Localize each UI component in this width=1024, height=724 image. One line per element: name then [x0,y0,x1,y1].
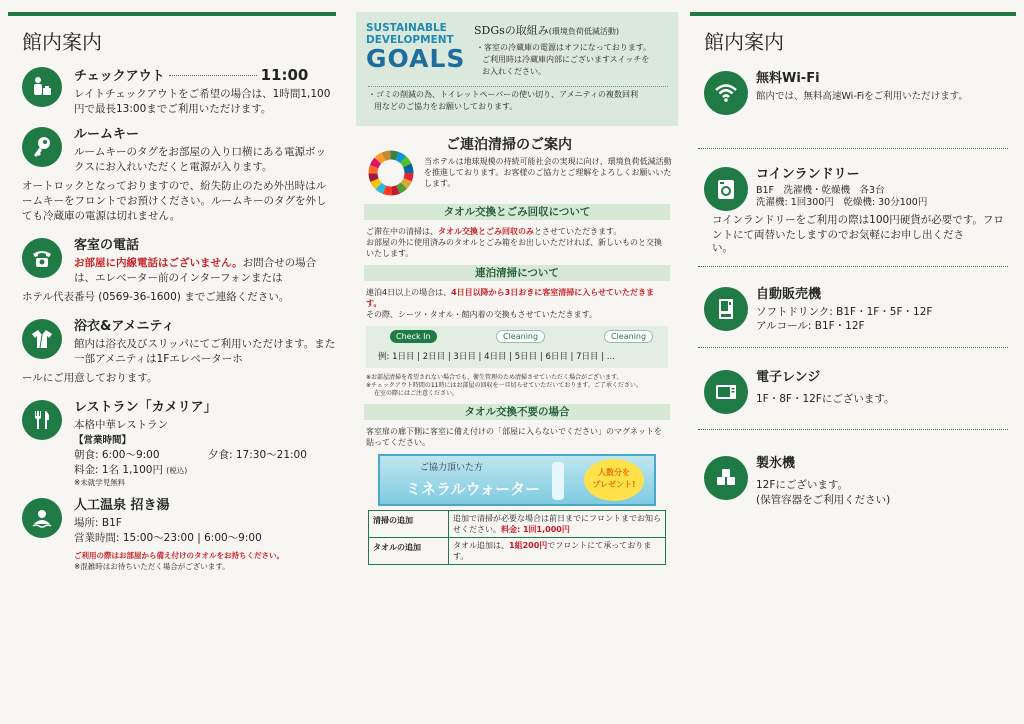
note-3: 在室の際にはご注意ください。 [374,390,459,397]
yukata-icon [22,319,62,359]
restaurant-section [8,398,336,488]
sdg-b1-l2: ご利用時は冷蔵庫内部にございますスイッチを [482,55,650,64]
water-banner [378,454,656,506]
right-heading: 館内案内 [704,30,784,54]
right-top-bar [690,12,1016,16]
restaurant-hours-label: 【営業時間】 [74,435,132,446]
restaurant-fee-tax: (税込) [166,466,188,475]
sdg-logo-line1: SUSTAINABLE [366,22,447,34]
yukata-text-2: ールにご用意しております。 [22,372,158,384]
banner-small-text: ご協力頂いた方 [420,463,484,473]
divider [698,266,1008,267]
ice-cube-icon [704,456,748,500]
wifi-title: 無料Wi-Fi [756,71,820,86]
row-1-label: 清掃の追加 [369,511,449,537]
vending-line-1: ソフトドリンク: B1F・1F・5F・12F [756,306,933,318]
towel-text-a: ご滞在中の清掃は、 [366,227,438,236]
yukata-section [8,317,336,367]
sdg-logo-goals: GOALS [366,44,466,73]
checkout-section [8,65,336,117]
spa-red-note: ご利用の際はお部屋から備え付けのタオルをお持ちください。 [74,551,284,560]
table-row [369,511,665,538]
divider [698,148,1008,149]
washing-machine-icon [704,167,748,211]
checkout-text: レイトチェックアウトをご希望の場合は、1時間1,100円で最長13:00までご利用いただけます。 [74,88,331,115]
vending-section [690,285,1016,333]
hot-spring-icon [22,498,62,538]
row-2-body: タオル追加は、 [453,541,509,550]
water-bottle-icon [552,462,564,500]
wifi-icon [704,71,748,115]
spa-title: 人工温泉 招き湯 [74,498,170,513]
restaurant-note: ※未就学児無料 [74,478,126,487]
towel-text-b: とさせていただきます。 [534,227,622,236]
ice-line-2: (保管容器をご利用ください) [756,494,891,506]
laundry-text: コインランドリーをご利用の際は100円硬貨が必要です。フロントにて両替いたしますのでお気軽にお申し出くださ [712,214,1004,241]
key-icon [22,127,62,167]
roomkey-text-2: オートロックとなっておりますので、紛失防止のため外出時はルームキーをフロントでお預けください。ルームキーのタグを外しても冷蔵庫の電源は切れません。 [22,180,327,222]
row-2-red: 1組200円 [509,541,548,550]
sdg-bullet-1 [476,42,651,78]
microwave-title: 電子レンジ [756,370,821,385]
consecutive-text-2: その際、シーツ・タオル・館内着の交換もさせていただきます。 [366,310,598,319]
right-column [690,0,1016,514]
towel-section-text [356,226,678,237]
restaurant-sub: 本格中華レストラン [74,419,169,431]
ice-line-1: 12Fにございます。 [756,479,849,491]
consecutive-cleaning-header: 連泊清掃について [364,265,670,281]
cleaning-intro [356,134,678,198]
roomkey-text: ルームキーのタグをお部屋の入り口横にある電源ボックスにお入れいただくと電源が入ります。 [74,146,326,173]
spa-note: ※混雑時はお待ちいただく場合がございます。 [74,562,230,571]
left-column [8,0,336,572]
note-2: ※チェックアウト時間の11時にはお部屋の回収を一旦切らせていただいております。ご了承ください。 [366,382,642,389]
vending-title: 自動販売機 [756,287,822,302]
consecutive-text-a: 連泊4日以上の場合は、 [366,288,452,297]
row-2-body-b: でフロントにて承っております。 [453,541,652,561]
middle-column [356,0,678,565]
divider [698,429,1008,430]
cleaning-title: ご連泊清掃のご案内 [446,137,572,153]
vending-machine-icon [704,287,748,331]
no-towel-header: タオル交換不要の場合 [364,404,670,420]
row-1-red: 料金: 1回1,000円 [501,525,570,534]
sdg-logo-line2: DEVELOPMENT [366,34,454,46]
note-1: ※お部屋清掃を希望されない場合でも、衛生管理のため清掃させていただく場合がございます。 [366,374,623,381]
microwave-text: 1F・8F・12Fにございます。 [756,393,895,405]
towel-section-text-2: お部屋の外に使用済みのタオルとごみ箱をお出しいただければ、新しいものと交換いたします。 [366,238,662,258]
tag-cleaning-1: Cleaning [496,330,545,343]
restaurant-fee: 料金: 1名 1,100円 [74,464,163,476]
consecutive-text-red: 4日目以降から3日おきに客室清掃に入らせていただきます。 [366,288,654,308]
badge-line-2: プレゼント! [592,480,636,489]
sdg-b2-l2: 用などのご協力をお願いしております。 [374,102,518,111]
sdg-box [356,12,678,126]
phone-text: お問合せの場合は、エレベーター前のインターフォンまたは [74,257,317,284]
yukata-text: 館内は浴衣及びスリッパにてご利用いただけます。また一部アメニティは1Fエレベーターホ [74,338,336,365]
row-2-text [449,538,665,564]
leader-dots [169,75,257,76]
spa-hours: 営業時間: 15:00～23:00 | 6:00～9:00 [74,532,262,544]
left-heading: 館内案内 [22,30,102,54]
sdg-b1-l3: お入れください。 [482,67,546,76]
left-top-bar [8,12,336,16]
tag-checkin: Check In [390,330,437,343]
phone-red-note: お部屋に内線電話はございません。 [74,257,243,269]
checkout-icon [22,67,62,107]
sdg-b2-l1: ・ゴミの削減の為、トイレットペーパーの使い切り、アメニティの複数回利 [368,90,638,99]
days-example: 例: 1日目 | 2日目 | 3日目 | 4日目 | 5日目 | 6日目 | 7日目 | ... [378,352,615,362]
sdg-wheel-icon [366,148,416,198]
schedule-example [366,326,668,368]
telephone-icon [22,238,62,278]
roomkey-section [8,125,336,175]
checkout-time: 11:00 [260,66,309,84]
spa-place: 場所: B1F [74,517,122,529]
towel-text-red: タオル交換とごみ回収のみ [438,227,534,236]
schedule-notes [356,374,678,398]
consecutive-text [356,287,678,309]
sdg-title [474,22,619,38]
wifi-section [690,69,1016,104]
row-1-text [449,511,665,537]
checkout-title: チェックアウト [74,69,165,84]
microwave-section [690,368,1016,407]
laundry-title: コインランドリー [756,167,860,182]
phone-title: 客室の電話 [74,238,140,253]
spa-section [8,496,336,546]
present-badge [584,459,644,501]
sdg-logo [366,22,466,72]
breakfast-hours: 朝食: 6:00～9:00 [74,449,160,461]
microwave-icon [704,370,748,414]
restaurant-title: レストラン「カメリア」 [74,400,217,415]
no-towel-text: 客室扉の廊下側に客室に備え付けの「部屋に入らないでください」のマグネットを貼ってください。 [366,427,662,447]
table-row [369,538,665,564]
dinner-hours: 夕食: 17:30～21:00 [208,449,307,461]
laundry-line-2: 洗濯機: 1回300円 乾燥機: 30分100円 [756,197,928,208]
tag-cleaning-2: Cleaning [604,330,653,343]
extra-service-table [368,510,666,565]
banner-big-text: ミネラルウォーター [406,480,540,498]
sdg-b1-l1: ・客室の冷蔵庫の電源はオフになっております。 [476,43,652,52]
roomkey-title: ルームキー [74,127,140,142]
fork-knife-icon [22,400,62,440]
laundry-line-1: B1F 洗濯機・乾燥機 各3台 [756,185,885,196]
divider [698,347,1008,348]
yukata-title: 浴衣&アメニティ [74,319,175,334]
towel-section-header: タオル交換とごみ回収について [364,204,670,220]
badge-line-1: 人数分を [598,468,630,477]
phone-text-2: ホテル代表番号 (0569-36-1600) までご連絡ください。 [22,291,290,303]
cleaning-intro-text: 当ホテルは地球規模の持続可能社会の実現に向け、環境負荷低減活動を推進しております。お客様のご協力とご理解をよろしくお願いいたします。 [424,157,672,188]
phone-section [8,236,336,286]
row-1-body: 追加で清掃が必要な場合は前日までにフロントまでお知らせください。 [453,514,661,534]
ice-title: 製氷機 [756,456,796,471]
sdg-title-main: SDGsの取組み [474,24,549,37]
sdg-bullet-2 [368,86,668,113]
sdg-title-sub: (環境負荷低減活動) [548,27,620,36]
spa-notes [8,550,336,572]
laundry-section [690,165,1016,209]
row-2-label: タオルの追加 [369,538,449,564]
laundry-text-2: い。 [712,242,733,254]
wifi-text: 館内では、無料高速Wi-Fiをご利用いただけます。 [756,91,968,102]
vending-line-2: アルコール: B1F・12F [756,320,865,332]
ice-section [690,454,1016,508]
